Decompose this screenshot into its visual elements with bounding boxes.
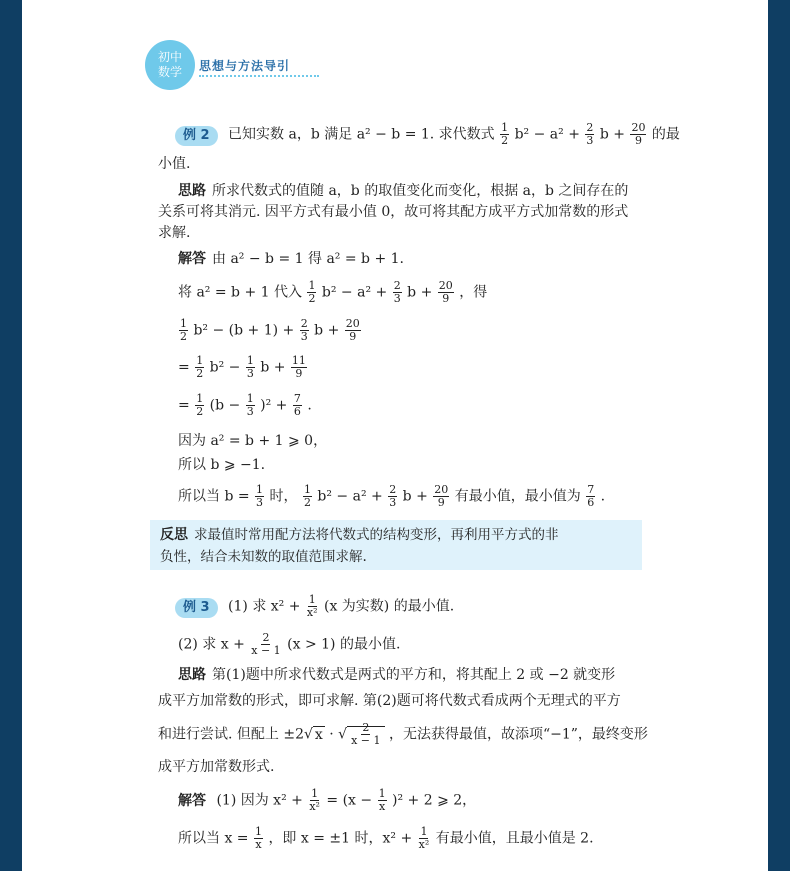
- idea-keyword: 思路: [178, 667, 206, 683]
- reflection-text: 反思 求最值时常用配方法将代数式的结构变形，再利用平方式的非 负性，结合未知数的取值范围求解.: [160, 527, 559, 565]
- reflection-keyword: 反思: [160, 527, 188, 543]
- fraction: $\frac{1}{3}$: [246, 392, 254, 418]
- fraction: $\frac{1}{3}$: [256, 483, 264, 509]
- example-3-idea-line2: 成平方加常数的形式，即可求解. 第(2)题可将代数式看成两个无理式的平方: [158, 693, 621, 709]
- fraction: $\frac{1}{2}$: [180, 317, 187, 343]
- fraction: $\frac{2}{x - 1}$: [351, 721, 381, 747]
- question-text: 已知实数 a，b 满足 a² − b = 1. 求代数式: [228, 126, 495, 143]
- question-text: 的最: [651, 126, 680, 143]
- question-text: b +: [599, 126, 626, 143]
- example-3-idea-line3: 和进行尝试. 但配上 ±2√ x · √ $\frac{2}{x - 1}$ ，无法获得最值，故添项“−1”，最终变形: [158, 721, 648, 747]
- example-2-idea-line2: 关系可将其消元. 因平方式有最小值 0，故可将其配方成平方式加常数的形式: [158, 204, 629, 220]
- fraction: $\frac{20}{9}$: [345, 317, 360, 343]
- example-2-idea-line1: [178, 180, 628, 202]
- idea-keyword: 思路: [178, 183, 206, 199]
- series-title: 思想与方法导引: [199, 59, 291, 73]
- example-2-answer-line8: 所以当 b = $\frac{1}{3}$ 时， $\frac{1}{2}$ b² − a² + $\frac{2}{3}$ b + $\frac{20}{9}$ 有最小值，最小值为 $\frac{7}{6}$ .: [178, 483, 606, 509]
- fraction: $\frac{1}{\text{x²}}$: [306, 593, 318, 619]
- page-header: [145, 40, 645, 86]
- fraction: $\frac{1}{2}$: [501, 121, 509, 147]
- fraction: $\frac{1}{\text{x²}}$: [418, 825, 430, 851]
- answer-keyword: 解答: [178, 792, 206, 809]
- fraction: $\frac{11}{9}$: [291, 354, 306, 380]
- fraction: $\frac{2}{x - 1}$: [251, 631, 281, 657]
- fraction: $\frac{2}{3}$: [389, 483, 397, 509]
- example-2-question-line2: 小值.: [158, 156, 191, 172]
- question-text: b² − a² +: [514, 126, 580, 143]
- fraction: $\frac{1}{3}$: [246, 354, 254, 380]
- fraction: $\frac{1}{\text{x²}}$: [309, 787, 320, 813]
- example-2-answer-line2: 将 a² = b + 1 代入 $\frac{1}{2}$ b² − a² + $\frac{2}{3}$ b + $\frac{20}{9}$ ，得: [178, 279, 488, 305]
- fraction: $\frac{1}{x}$: [378, 787, 386, 813]
- fraction: $\frac{7}{6}$: [293, 392, 301, 418]
- subject-badge: 初中 数学: [145, 40, 195, 90]
- answer-text: 由 a² − b = 1 得 a² = b + 1.: [212, 251, 404, 267]
- fraction: $\frac{1}{x}$: [254, 825, 262, 851]
- fraction: $\frac{20}{9}$: [434, 483, 449, 509]
- fraction: $\frac{1}{2}$: [303, 483, 311, 509]
- example-3-label: 例 3: [175, 598, 218, 618]
- fraction: $\frac{2}{3}$: [300, 317, 308, 343]
- example-2-answer-line6: 因为 a² = b + 1 ⩾ 0，: [178, 433, 328, 449]
- fraction: $\frac{1}{2}$: [196, 354, 204, 380]
- example-2-label: 例 2: [175, 126, 218, 146]
- example-3-idea-line4: 成平方加常数形式.: [158, 759, 275, 775]
- example-2-answer-line4: = $\frac{1}{2}$ b² − $\frac{1}{3}$ b + $\frac{11}{9}$: [178, 354, 306, 380]
- answer-keyword: 解答: [178, 251, 206, 267]
- fraction: $\frac{1}{2}$: [308, 279, 316, 305]
- fraction: $\frac{7}{6}$: [587, 483, 595, 509]
- example-2-answer-line5: = $\frac{1}{2}$ (b − $\frac{1}{3}$ )² + $\frac{7}{6}$ .: [178, 392, 312, 418]
- reflection-box: [150, 520, 642, 570]
- example-3-answer-line1: 解答 (1) 因为 x² + $\frac{1}{\text{x²}}$ = (x − $\frac{1}{x}$ )² + 2 ⩾ 2，: [178, 787, 477, 813]
- idea-text: 所求代数式的值随 a，b 的取值变化而变化，根据 a，b 之间存在的: [212, 183, 629, 199]
- example-3-answer-line2: 所以当 x = $\frac{1}{x}$ ，即 x = ±1 时，x² + $\frac{1}{\text{x²}}$ 有最小值，且最小值是 2.: [178, 825, 594, 851]
- example-3-question-line2: (2) 求 x + $\frac{2}{x - 1}$ (x > 1) 的最小值.: [178, 631, 401, 657]
- fraction: $\frac{20}{9}$: [438, 279, 453, 305]
- page: [22, 0, 768, 871]
- example-2-answer-line7: 所以 b ⩾ −1.: [178, 457, 266, 473]
- example-2-idea-line3: 求解.: [158, 225, 191, 241]
- example-2-answer-line1: [178, 248, 404, 270]
- example-2-answer-line3: $\frac{1}{2}$ b² − (b + 1) + $\frac{2}{3}$ b + $\frac{20}{9}$: [180, 317, 360, 343]
- fraction: $\frac{2}{3}$: [393, 279, 401, 305]
- fraction: $\frac{1}{2}$: [196, 392, 204, 418]
- header-divider: [199, 75, 319, 77]
- example-3-idea-line1: 思路 第(1)题中所求代数式是两式的平方和，将其配上 2 或 −2 就变形: [178, 667, 616, 683]
- example-2-question-line1: [175, 122, 680, 147]
- fraction: $\frac{20}{9}$: [631, 121, 646, 147]
- fraction: $\frac{2}{3}$: [586, 121, 594, 147]
- example-3-question-line1: 例 3 (1) 求 x² + $\frac{1}{\text{x²}}$ (x 为实数) 的最小值.: [175, 594, 454, 619]
